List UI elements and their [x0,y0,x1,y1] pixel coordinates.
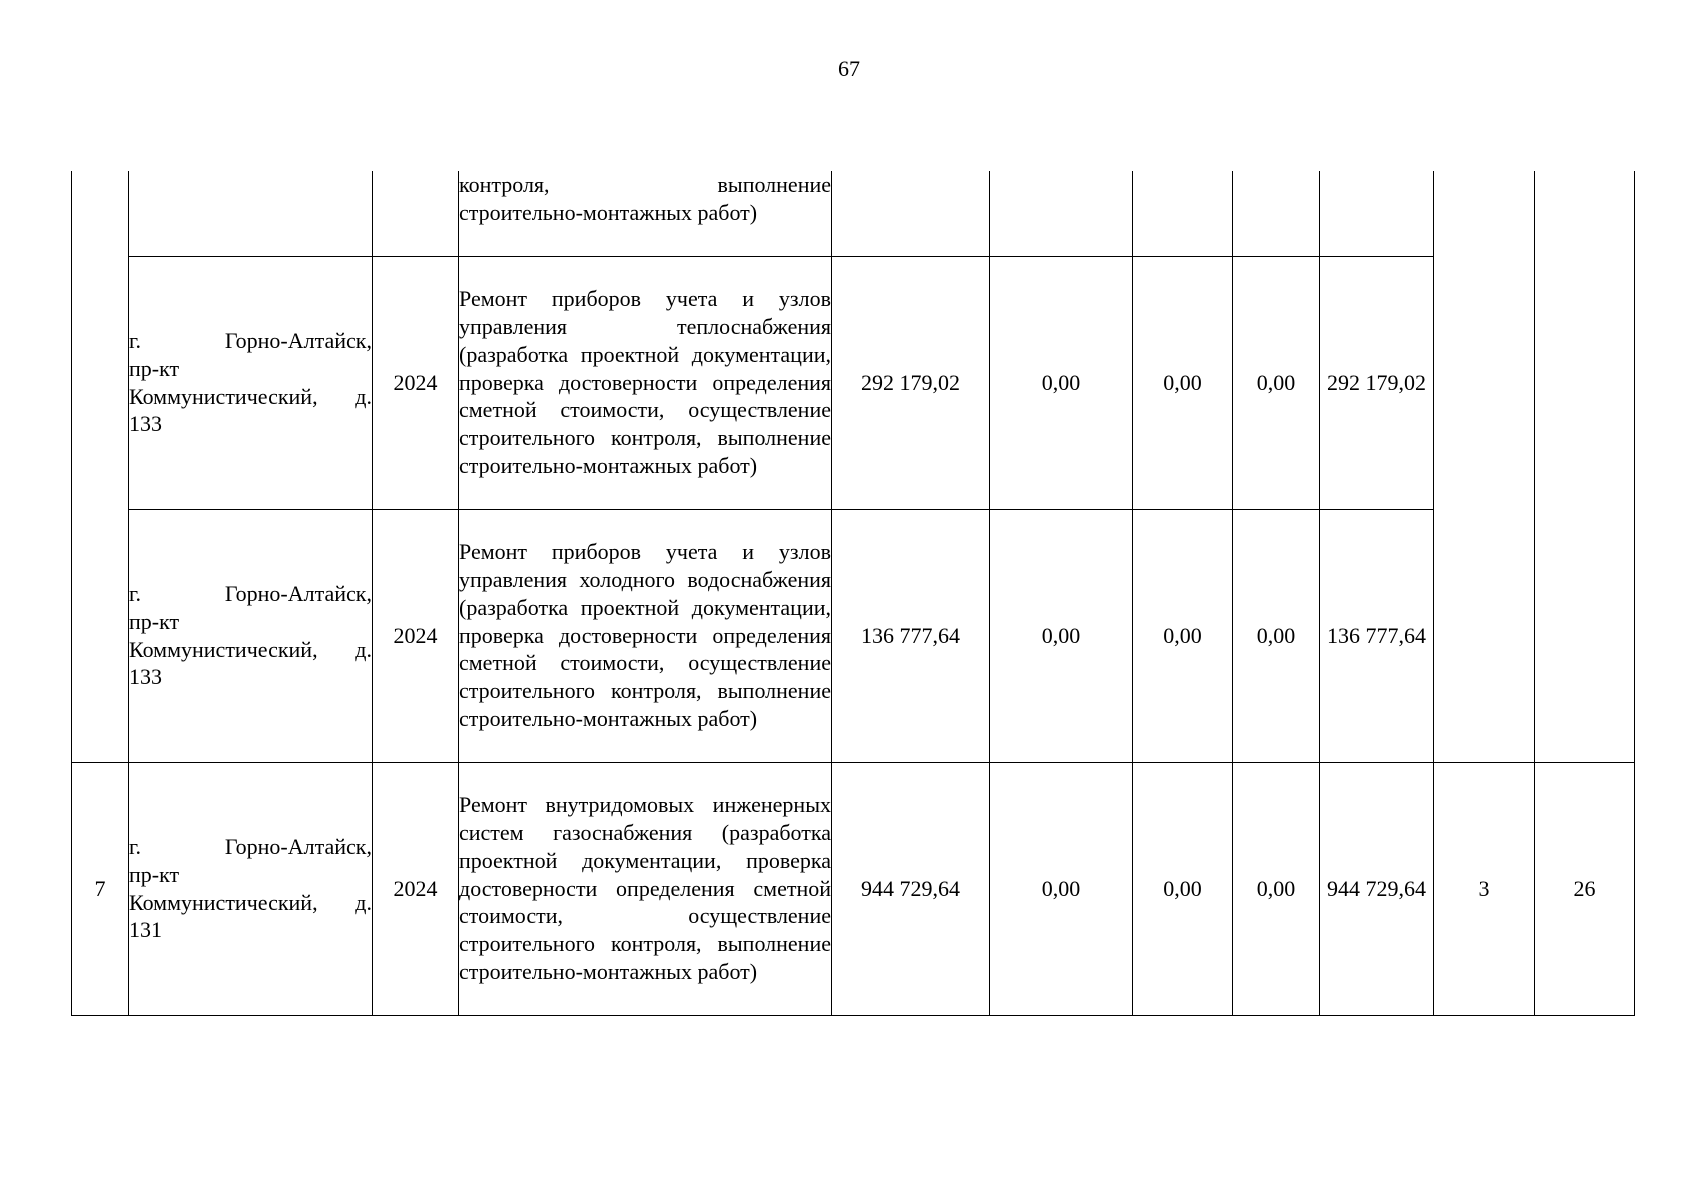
year-cell: 2024 [373,509,459,762]
address-cell [129,256,373,509]
work-description-last-line: строительно-монтажных работ) [459,199,758,225]
col7-cell: 0,00 [1133,509,1233,762]
address-cell [129,171,373,256]
col7-cell [1133,171,1233,256]
col11-cell [1535,171,1635,762]
work-description-cell [459,762,832,1015]
col7-cell: 0,00 [1133,256,1233,509]
address-cell [129,509,373,762]
row-number-cell: 7 [72,762,129,1015]
work-description-cell [459,256,832,509]
year-cell: 2024 [373,256,459,509]
work-description-cell [459,509,832,762]
address-line1: г. Горно-Алтайск, [129,327,372,353]
col6-cell: 0,00 [990,256,1133,509]
address-line1: г. Горно-Алтайск, [129,833,372,859]
work-description-last-line: строительно-монтажных работ) [459,958,758,984]
works-table [71,171,1635,1016]
work-description-cell [459,171,832,256]
work-description-text: Ремонт внутридомовых инженерных систем газоснабжения (разработка проектной документации, проверка достоверности определения сметной стоимости, осуществление строительного контроля, выполнение [459,792,831,957]
address-rest: пр-кт Коммунистический, д. 133 [129,355,372,437]
col8-cell [1233,171,1320,256]
address-rest: пр-кт Коммунистический, д. 133 [129,608,372,690]
col6-cell [990,171,1133,256]
work-description-text: Ремонт приборов учета и узлов управления теплоснабжения (разработка проектной документации, проверка достоверности определения сметной стоимости, осуществление строительного контроля, выполнение [459,286,831,451]
work-description-last-line: строительно-монтажных работ) [459,705,758,731]
col11-cell: 26 [1535,762,1635,1015]
col10-cell [1434,171,1535,762]
work-description-text: Ремонт приборов учета и узлов управления холодного водоснабжения (разработка проектной документации, проверка достоверности определения сметной стоимости, осуществление строительного контроля, выполнение [459,539,831,704]
table-row [72,171,1635,256]
col8-cell: 0,00 [1233,509,1320,762]
col9-cell [1320,171,1434,256]
row-number-cell [72,171,129,762]
col9-cell: 944 729,64 [1320,762,1434,1015]
address-line1: г. Горно-Алтайск, [129,580,372,606]
col10-cell: 3 [1434,762,1535,1015]
year-cell: 2024 [373,762,459,1015]
total-cost-cell: 136 777,64 [832,509,990,762]
table-row [72,256,1635,509]
col6-cell: 0,00 [990,509,1133,762]
address-cell [129,762,373,1015]
col7-cell: 0,00 [1133,762,1233,1015]
total-cost-cell: 944 729,64 [832,762,990,1015]
col9-cell: 292 179,02 [1320,256,1434,509]
col8-cell: 0,00 [1233,762,1320,1015]
work-description-text: контроля, выполнение [459,172,831,197]
col9-cell: 136 777,64 [1320,509,1434,762]
table-row [72,509,1635,762]
col6-cell: 0,00 [990,762,1133,1015]
total-cost-cell [832,171,990,256]
year-cell [373,171,459,256]
table-row [72,762,1635,1015]
page-number: 67 [838,56,860,81]
address-rest: пр-кт Коммунистический, д. 131 [129,861,372,943]
work-description-last-line: строительно-монтажных работ) [459,452,758,478]
total-cost-cell: 292 179,02 [832,256,990,509]
col8-cell: 0,00 [1233,256,1320,509]
